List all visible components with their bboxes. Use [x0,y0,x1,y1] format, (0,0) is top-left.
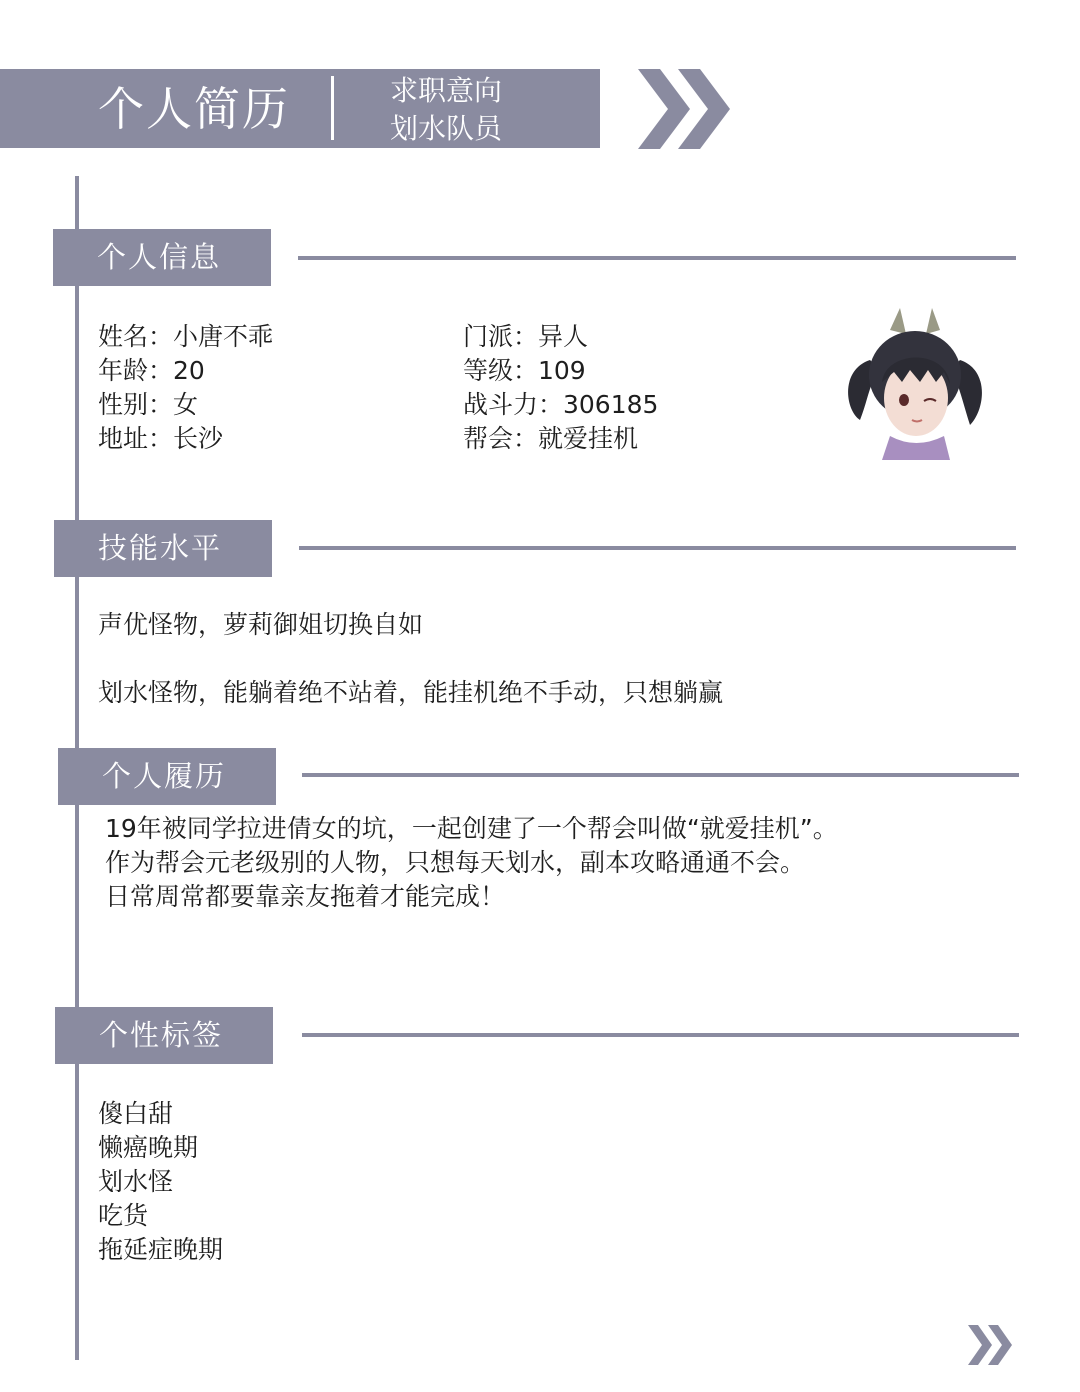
section-rule [298,256,1016,260]
section-rule [299,546,1016,550]
tag-item: 吃货 [98,1201,149,1230]
header-divider [331,76,334,140]
tag-item: 拖延症晚期 [98,1235,224,1264]
history-line: 作为帮会元老级别的人物，只想每天划水，副本攻略通通不会。 [105,848,806,877]
info-power: 战斗力：306185 [463,390,659,419]
info-guild: 帮会：就爱挂机 [463,424,639,453]
section-title-history: 个人履历 [58,748,276,805]
job-intent-label: 求职意向 [390,74,503,107]
tag-item: 懒癌晚期 [98,1133,199,1162]
tag-item: 傻白甜 [98,1099,174,1128]
section-rule [302,773,1019,777]
info-address: 地址：长沙 [98,424,224,453]
job-intent-value: 划水队员 [390,112,503,145]
info-level: 等级：109 [463,356,586,385]
double-chevron-right-icon [968,1325,1016,1365]
history-line: 19年被同学拉进倩女的坑，一起创建了一个帮会叫做“就爱挂机”。 [105,814,838,843]
history-line: 日常周常都要靠亲友拖着才能完成！ [105,882,506,911]
info-school: 门派：异人 [463,322,589,351]
job-intent [390,72,590,148]
section-title-tags: 个性标签 [55,1007,273,1064]
info-age: 年龄：20 [98,356,205,385]
section-title-personal-info: 个人信息 [53,229,271,286]
info-gender: 性别：女 [98,390,199,419]
skill-line: 划水怪物，能躺着绝不站着，能挂机绝不手动，只想躺赢 [98,678,724,707]
section-rule [302,1033,1019,1037]
page-title: 个人简历 [98,82,290,136]
info-name: 姓名：小唐不乖 [98,322,274,351]
avatar [840,300,990,470]
tag-item: 划水怪 [98,1167,174,1196]
double-chevron-right-icon [638,69,738,149]
skill-line: 声优怪物，萝莉御姐切换自如 [98,610,424,639]
section-title-skills: 技能水平 [54,520,272,577]
